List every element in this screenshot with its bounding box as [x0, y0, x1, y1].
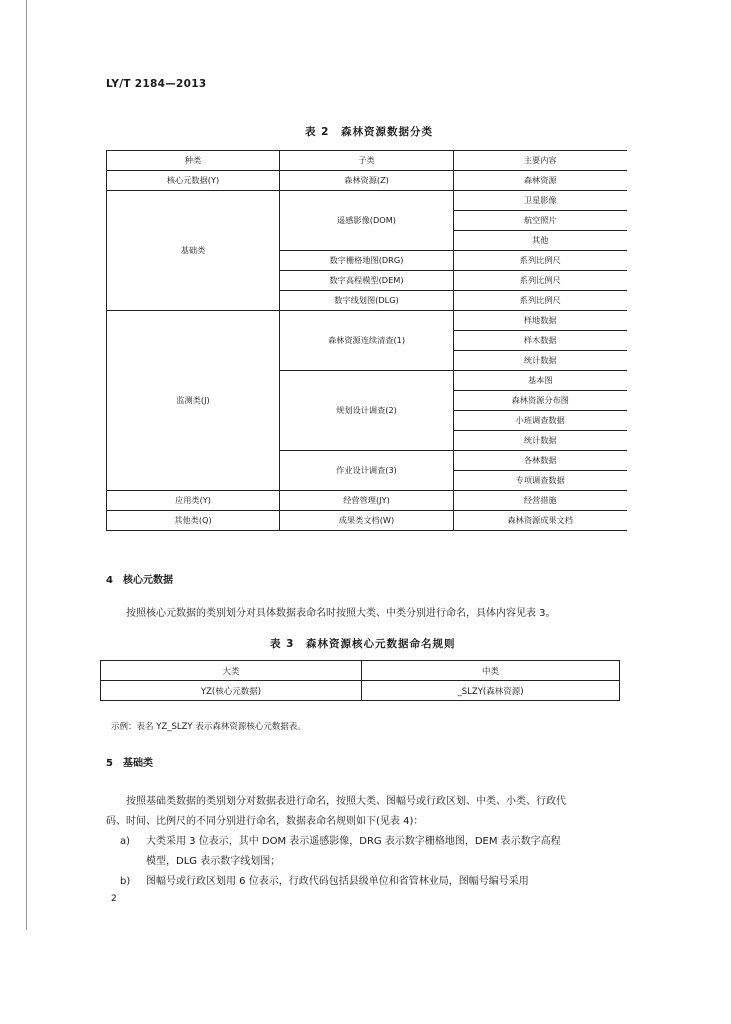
content-cell: 专项调查数据 [454, 471, 627, 491]
page-number: 2 [111, 894, 117, 904]
kind-cell: 基础类 [107, 191, 280, 311]
section-4-paragraph: 按照核心元数据的类别划分对具体数据表命名时按照大类、中类分别进行命名，具体内容见表 3。 [126, 608, 556, 619]
sub-cell: 森林资源(Z) [280, 171, 454, 191]
list-item-a-line: 模型，DLG 表示数字线划图； [146, 856, 281, 867]
section-4-title: 4 核心元数据 [106, 575, 173, 586]
content-cell: 样地数据 [454, 311, 627, 331]
table-row [101, 681, 620, 701]
content-cell: 小班调查数据 [454, 411, 627, 431]
header-cell: 种类 [107, 151, 280, 171]
content-cell: 系列比例尺 [454, 251, 627, 271]
table-header-row [107, 151, 627, 171]
middle-class-cell: _SLZY(森林资源) [362, 681, 620, 701]
table-header-row [101, 661, 620, 681]
table-row [107, 171, 627, 191]
table2 [106, 150, 627, 531]
content-cell: 森林资源分布图 [454, 391, 627, 411]
header-cell: 主要内容 [454, 151, 627, 171]
sub-cell: 森林资源连续清查(1) [280, 311, 454, 371]
example-note: 示例：表名 YZ_SLZY 表示森林资源核心元数据表。 [111, 722, 306, 732]
table3-caption: 表 3 森林资源核心元数据命名规则 [270, 638, 456, 650]
sub-cell: 数字高程模型(DEM) [280, 271, 454, 291]
table-row [107, 511, 627, 531]
sub-cell: 数字线划图(DLG) [280, 291, 454, 311]
content-cell: 卫星影像 [454, 191, 627, 211]
header-cell: 中类 [362, 661, 620, 681]
content-cell: 基本图 [454, 371, 627, 391]
content-cell: 统计数据 [454, 351, 627, 371]
kind-cell: 监测类(J) [107, 311, 280, 491]
table-row [107, 311, 627, 331]
list-item-a-line: 大类采用 3 位表示，其中 DOM 表示遥感影像，DRG 表示数字栅格地图，DEM 表示数字高程 [146, 836, 561, 847]
list-label-a: a) [120, 836, 131, 847]
section-5-title: 5 基础类 [106, 758, 153, 769]
content-cell: 其他 [454, 231, 627, 251]
sub-cell: 规划设计调查(2) [280, 371, 454, 451]
header-cell: 大类 [101, 661, 362, 681]
kind-cell: 其他类(Q) [107, 511, 280, 531]
sub-cell: 遥感影像(DOM) [280, 191, 454, 251]
kind-cell: 核心元数据(Y) [107, 171, 280, 191]
section-5-paragraph-line: 码、时间、比例尺的不同分别进行命名，数据表命名规则如下(见表 4)： [106, 816, 424, 827]
content-cell: 系列比例尺 [454, 291, 627, 311]
kind-cell: 应用类(Y) [107, 491, 280, 511]
list-label-b: b) [120, 876, 131, 887]
sub-cell: 经营管理(JY) [280, 491, 454, 511]
content-cell: 经营措施 [454, 491, 627, 511]
standard-code: LY/T 2184—2013 [106, 78, 207, 90]
scan-edge-line [26, 0, 27, 930]
list-item-b-line: 图幅号或行政区划用 6 位表示，行政代码包括县级单位和省管林业局，图幅号编号采用 [146, 876, 529, 887]
sub-cell: 成果类文档(W) [280, 511, 454, 531]
content-cell: 统计数据 [454, 431, 627, 451]
header-cell: 子类 [280, 151, 454, 171]
content-cell: 样木数据 [454, 331, 627, 351]
content-cell: 森林资源成果文档 [454, 511, 627, 531]
sub-cell: 作业设计调查(3) [280, 451, 454, 491]
table3 [100, 660, 620, 701]
table2-caption: 表 2 森林资源数据分类 [305, 126, 433, 138]
section-5-paragraph-line: 按照基础类数据的类别划分对数据表进行命名，按照大类、图幅号或行政区划、中类、小类、行政代 [126, 796, 566, 807]
table-row [107, 491, 627, 511]
content-cell: 系列比例尺 [454, 271, 627, 291]
content-cell: 各林数据 [454, 451, 627, 471]
content-cell: 森林资源 [454, 171, 627, 191]
content-cell: 航空照片 [454, 211, 627, 231]
major-class-cell: YZ(核心元数据) [101, 681, 362, 701]
sub-cell: 数字栅格地图(DRG) [280, 251, 454, 271]
table-row [107, 191, 627, 211]
